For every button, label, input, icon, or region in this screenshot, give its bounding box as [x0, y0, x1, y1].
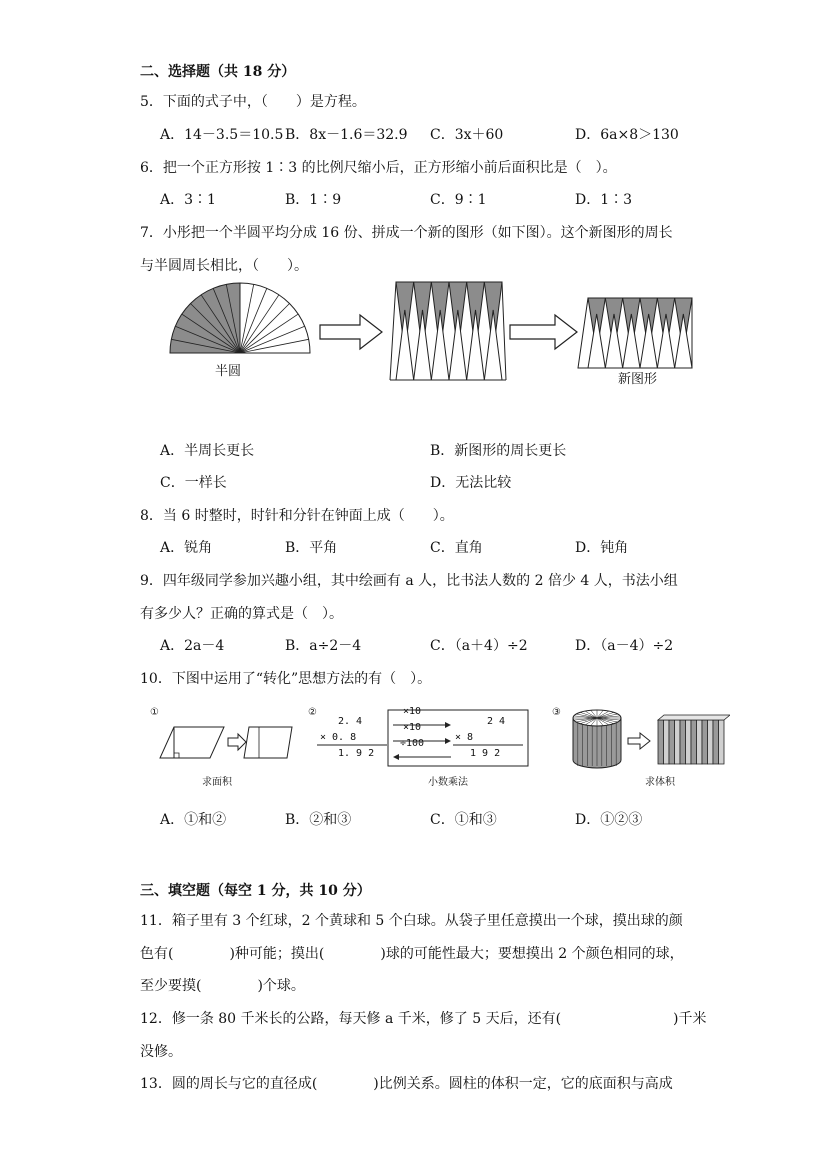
q6-option-b: B．1∶9 [285, 192, 342, 208]
q10-fig2-left-line3: 1. 9 2 [338, 748, 375, 759]
box-strip [658, 720, 664, 764]
q9-option-d: D．（a－4）÷2 [575, 638, 674, 654]
q10-stem: 10．下图中运用了“转化”思想方法的有（ ）。 [140, 671, 432, 687]
box-strip [691, 720, 697, 764]
q7-stem-line2: 与半圆周长相比，（ ）。 [140, 258, 308, 274]
q10-fig2-number: ② [308, 707, 317, 718]
q9-stem-line2: 有多少人？正确的算式是（ ）。 [140, 606, 343, 622]
box-strip [664, 720, 670, 764]
q5-stem: 5．下面的式子中，（ ）是方程。 [140, 94, 366, 110]
q10-fig1-number: ① [150, 707, 159, 718]
box-strip [697, 720, 703, 764]
q9-option-c: C．（a＋4）÷2 [430, 638, 528, 654]
q10-fig2-left-line1: 2. 4 [338, 716, 363, 727]
q10-fig2-right-line3: 1 9 2 [470, 748, 501, 759]
q7-option-d: D．无法比较 [430, 475, 512, 491]
section3-title: 三、填空题（每空 1 分，共 10 分） [140, 883, 371, 899]
white-sector [414, 310, 432, 380]
white-sector [605, 314, 622, 368]
q10-fig2-label: 小数乘法 [428, 777, 468, 788]
white-sector [431, 310, 449, 380]
q8-option-c: C．直角 [430, 540, 483, 556]
q10-fig2-arrow1-label: ×10 [403, 706, 422, 717]
q8-option-b: B．平角 [285, 540, 338, 556]
box-strip [708, 720, 714, 764]
white-sector [396, 310, 414, 380]
q5-option-b: B．8x－1.6＝32.9 [285, 127, 408, 143]
box-strip [669, 720, 675, 764]
q10-option-d: D．①②③ [575, 812, 643, 828]
white-sector [675, 314, 692, 368]
q8-option-d: D．钝角 [575, 540, 629, 556]
box-strip [686, 720, 692, 764]
q7-option-a: A．半周长更长 [160, 443, 255, 459]
q5-option-c: C．3x＋60 [430, 127, 504, 143]
q9-stem-line1: 9．四年级同学参加兴趣小组，其中绘画有 a 人，比书法人数的 2 倍少 4 人，书法小组 [140, 573, 678, 589]
q5-option-a: A．14－3.5＝10.5 [160, 127, 284, 143]
q10-fig2-arrow2-label: ×10 [403, 722, 422, 733]
box-top [658, 715, 730, 720]
box-strip [719, 720, 725, 764]
box-strip [702, 720, 708, 764]
white-sector [623, 314, 640, 368]
white-sector [640, 314, 657, 368]
q7-label-new-shape: 新图形 [618, 372, 658, 387]
rearranged-figure-1 [390, 282, 506, 380]
q10-fig3-number: ③ [552, 707, 561, 718]
q10-fig2-right-line1: 2 4 [487, 716, 506, 727]
q8-option-a: A．锐角 [160, 540, 213, 556]
box-strip [675, 720, 681, 764]
q7-stem-line1: 7．小彤把一个半圆平均分成 16 份、拼成一个新的图形（如下图）。这个新图形的周长 [140, 225, 673, 241]
arrow-right-2 [510, 315, 577, 349]
q10-option-a: A．①和② [160, 812, 227, 828]
q10-fig3-label: 求体积 [645, 777, 675, 788]
q6-option-c: C．9∶1 [430, 192, 487, 208]
q7-label-semicircle: 半圆 [215, 364, 242, 379]
q11-line2: 色有( )种可能；摸出( )球的可能性最大；要想摸出 2 个颜色相同的球， [140, 946, 684, 962]
q9-option-b: B．a÷2－4 [285, 638, 362, 654]
arrow-right-1 [320, 315, 382, 349]
box-strip [680, 720, 686, 764]
q12-line1: 12．修一条 80 千米长的公路，每天修 a 千米，修了 5 天后，还有( )千米 [140, 1011, 707, 1027]
semicircle-figure [170, 283, 310, 353]
q10-option-b: B．②和③ [285, 812, 352, 828]
white-sector [449, 310, 467, 380]
q9-option-a: A．2a－4 [160, 638, 225, 654]
q10-fig2-arrow3-label: ÷100 [400, 738, 425, 749]
rearranged-figure-2 [578, 298, 692, 368]
q10-fig2-left-line2: × 0. 8 [320, 732, 357, 743]
q7-option-b: B．新图形的周长更长 [430, 443, 567, 459]
white-sector [657, 314, 674, 368]
white-sector [484, 310, 502, 380]
white-sector [467, 310, 485, 380]
q10-fig2-right-line2: × 8 [455, 732, 474, 743]
q12-line2: 没修。 [140, 1044, 182, 1060]
q7-option-c: C．一样长 [160, 475, 227, 491]
q10-fig1-parallelogram [152, 722, 297, 764]
q6-option-a: A．3∶1 [160, 192, 216, 208]
q8-stem: 8．当 6 时整时，时针和分针在钟面上成（ ）。 [140, 508, 454, 524]
q10-option-c: C．①和③ [430, 812, 497, 828]
q11-line1: 11．箱子里有 3 个红球，2 个黄球和 5 个白球。从袋子里任意摸出一个球，摸出球的颜 [140, 913, 683, 929]
q10-fig1-label: 求面积 [202, 777, 232, 788]
q6-option-d: D．1∶3 [575, 192, 633, 208]
section2-title: 二、选择题（共 18 分） [140, 64, 296, 80]
q5-option-d: D．6a×8＞130 [575, 127, 679, 143]
white-sector [588, 314, 605, 368]
q11-line3: 至少要摸( )个球。 [140, 978, 305, 994]
q10-fig3-cylinder [570, 706, 730, 772]
q13-line1: 13．圆的周长与它的直径成( )比例关系。圆柱的体积一定，它的底面积与高成 [140, 1076, 673, 1092]
box-strip [713, 720, 719, 764]
q6-stem: 6．把一个正方形按 1∶3 的比例尺缩小后，正方形缩小前后面积比是（ ）。 [140, 160, 617, 176]
